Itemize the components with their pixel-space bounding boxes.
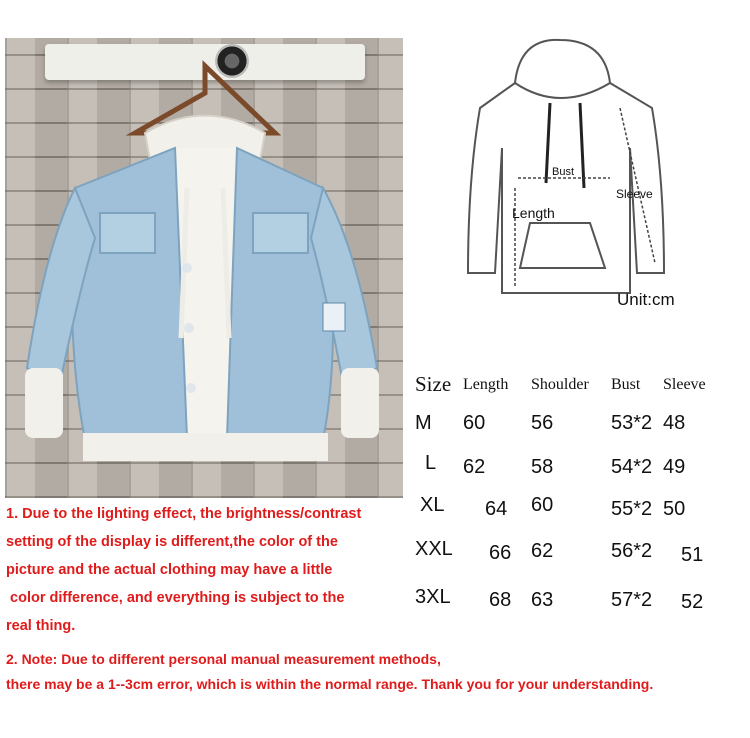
left-chest-pocket — [100, 213, 155, 253]
note-line: 2. Note: Due to different personal manual measurement methods, — [6, 651, 441, 667]
hoodie-measurement-diagram — [440, 28, 700, 318]
jacket-left-panel — [72, 148, 187, 440]
unit-label: Unit:cm — [617, 290, 675, 309]
table-row — [405, 494, 735, 530]
bust-cell: 57*2 — [611, 589, 653, 611]
table-row — [405, 586, 735, 622]
table-row — [405, 412, 735, 448]
note-line: picture and the actual clothing may have a little — [6, 562, 333, 578]
table-row — [405, 538, 735, 574]
note-line: color difference, and everything is subject to the — [6, 590, 345, 606]
length-cell: 64 — [485, 498, 508, 520]
sleeve-measure-line — [620, 108, 655, 263]
size-cell: XL — [420, 494, 445, 516]
size-cell: L — [425, 452, 437, 474]
length-cell: 68 — [489, 589, 512, 611]
jacket-button — [182, 263, 192, 273]
table-row — [405, 452, 735, 488]
jacket-button — [186, 383, 196, 393]
bust-cell: 55*2 — [611, 498, 653, 520]
shoulder-cell: 60 — [531, 494, 554, 516]
header-bust: Bust — [611, 376, 641, 393]
diagram-drawstring-right — [580, 103, 584, 188]
diagram-kangaroo-pocket — [520, 223, 605, 268]
shoulder-cell: 62 — [531, 540, 554, 562]
bust-cell: 54*2 — [611, 456, 653, 478]
size-cell: XXL — [415, 538, 453, 560]
diagram-drawstring-left — [546, 103, 550, 183]
length-cell: 66 — [489, 542, 512, 564]
white-hem — [83, 433, 328, 461]
diagram-hood-opening — [515, 83, 610, 98]
sleeve-patch — [323, 303, 345, 331]
sleeve-cell: 48 — [663, 412, 686, 434]
jacket-right-panel — [227, 148, 333, 440]
header-shoulder: Shoulder — [531, 376, 589, 393]
length-cell: 60 — [463, 412, 486, 434]
header-size: Size — [415, 372, 452, 396]
diagram-hood-outline — [515, 40, 610, 83]
right-chest-pocket — [253, 213, 308, 253]
shoulder-cell: 58 — [531, 456, 554, 478]
sleeve-cell: 50 — [663, 498, 686, 520]
header-length: Length — [463, 376, 509, 393]
size-cell: 3XL — [415, 586, 451, 608]
sleeve-cell: 51 — [681, 544, 704, 566]
sleeve-cell: 49 — [663, 456, 686, 478]
note-line: there may be a 1--3cm error, which is within the normal range. Thank you for your understanding. — [6, 676, 654, 692]
left-white-cuff — [25, 368, 63, 438]
sleeve-cell: 52 — [681, 591, 704, 613]
note-line: 1. Due to the lighting effect, the brightness/contrast — [6, 506, 362, 522]
measurement-error-note — [6, 647, 746, 697]
jacket-button — [184, 323, 194, 333]
sleeve-label: Sleeve — [616, 187, 653, 201]
length-cell: 62 — [463, 456, 486, 478]
bust-label: Bust — [552, 166, 575, 178]
right-white-cuff — [341, 368, 379, 438]
product-photo — [5, 38, 403, 498]
size-table-header — [405, 372, 735, 408]
shoulder-cell: 63 — [531, 589, 554, 611]
color-difference-note — [6, 500, 406, 640]
note-line: setting of the display is different,the color of the — [6, 534, 338, 550]
note-line: real thing. — [6, 618, 76, 634]
shoulder-cell: 56 — [531, 412, 554, 434]
denim-jacket-illustration — [5, 38, 403, 498]
header-sleeve: Sleeve — [663, 376, 706, 393]
size-cell: M — [415, 412, 432, 434]
bust-cell: 56*2 — [611, 540, 653, 562]
bust-cell: 53*2 — [611, 412, 653, 434]
length-label: Length — [512, 205, 555, 221]
